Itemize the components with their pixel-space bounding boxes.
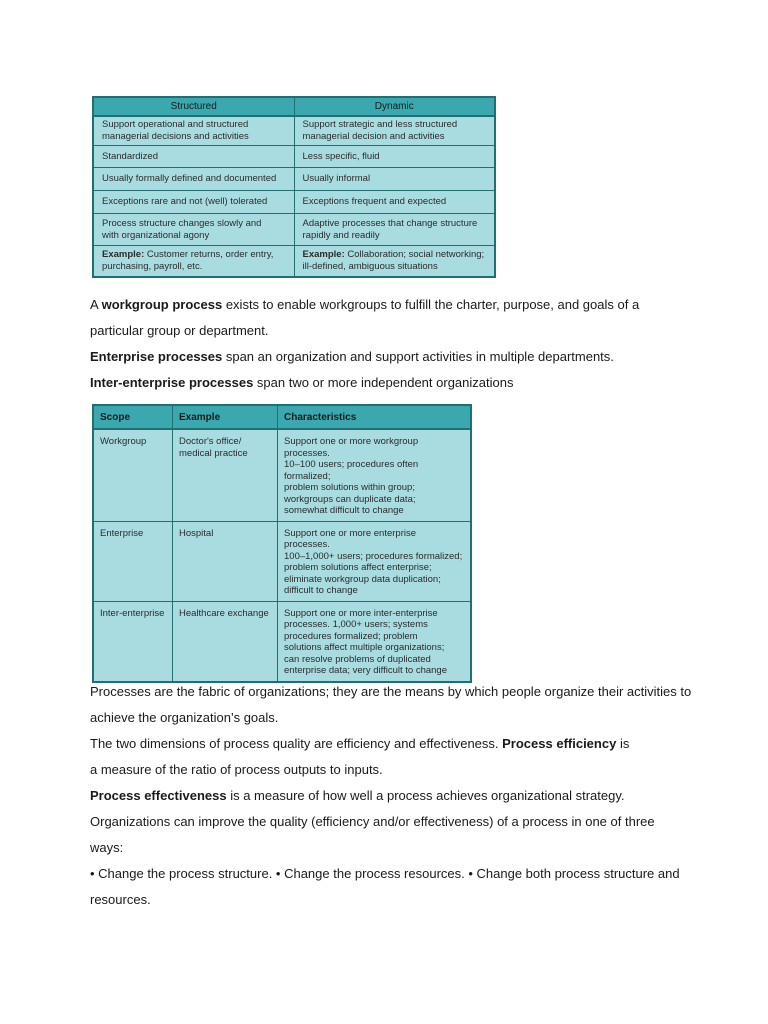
structured-cell: Process structure changes slowly and with organizational agony — [93, 214, 294, 246]
process-scope-table — [92, 404, 472, 683]
scope-cell: Workgroup — [93, 429, 173, 521]
header-characteristics: Characteristics — [278, 405, 472, 429]
process-efficiency-paragraph: The two dimensions of process quality are efficiency and effectiveness. Process efficiency is a measure of the ratio of process outputs to inputs. — [90, 736, 630, 777]
enterprise-processes-paragraph: Enterprise processes span an organization and support activities in multiple departments. — [90, 349, 614, 364]
scope-cell: Enterprise — [93, 521, 173, 601]
dynamic-cell: Support strategic and less structured managerial decision and activities — [294, 116, 495, 146]
improve-quality-paragraph: Organizations can improve the quality (efficiency and/or effectiveness) of a process in one of three ways: — [90, 814, 655, 855]
table-row — [93, 168, 495, 191]
table-row — [93, 429, 471, 521]
table-row — [93, 191, 495, 214]
scope-cell: Inter-enterprise — [93, 601, 173, 682]
structured-example-cell: Example: Customer returns, order entry, purchasing, payroll, etc. — [93, 246, 294, 277]
inter-enterprise-processes-paragraph: Inter-enterprise processes span two or more independent organizations — [90, 375, 514, 390]
dynamic-cell: Adaptive processes that change structure rapidly and readily — [294, 214, 495, 246]
table-header-row — [93, 405, 471, 429]
header-scope: Scope — [93, 405, 173, 429]
example-row — [93, 246, 495, 277]
table-row — [93, 601, 471, 682]
process-effectiveness-paragraph: Process effectiveness is a measure of how well a process achieves organizational strategy. — [90, 788, 625, 803]
table-row — [93, 214, 495, 246]
structured-cell: Standardized — [93, 146, 294, 168]
example-cell: Doctor's office/ medical practice — [173, 429, 278, 521]
header-structured: Structured — [93, 97, 294, 116]
header-dynamic: Dynamic — [294, 97, 495, 116]
header-example: Example — [173, 405, 278, 429]
table-header-row — [93, 97, 495, 116]
dynamic-cell: Less specific, fluid — [294, 146, 495, 168]
change-options-paragraph: • Change the process structure. • Change the process resources. • Change both process structure and resources. — [90, 866, 680, 907]
structured-dynamic-table — [92, 96, 496, 278]
fabric-of-organizations-paragraph: Processes are the fabric of organizations; they are the means by which people organize their activities to achieve the organization’s goals. — [90, 684, 692, 725]
dynamic-cell: Exceptions frequent and expected — [294, 191, 495, 214]
characteristics-cell: Support one or more inter-enterprise processes. 1,000+ users; systems procedures formalized; problem solutions affect multiple organizations; can resolve problems of duplicated enterprise data; very difficult to change — [284, 607, 448, 676]
table-row — [93, 116, 495, 146]
example-cell: Hospital — [173, 521, 278, 601]
table-row — [93, 146, 495, 168]
structured-cell: Support operational and structured managerial decisions and activities — [93, 116, 294, 146]
characteristics-cell: Support one or more workgroup processes. 10–100 users; procedures often formalized; problem solutions within group; workgroups can duplicate data; somewhat difficult to change — [278, 429, 472, 521]
workgroup-process-paragraph: A workgroup process exists to enable workgroups to fulfill the charter, purpose, and goals of a particular group or department. — [90, 297, 640, 338]
structured-cell: Exceptions rare and not (well) tolerated — [93, 191, 294, 214]
structured-cell: Usually formally defined and documented — [93, 168, 294, 191]
characteristics-cell: Support one or more enterprise processes. 100–1,000+ users; procedures formalized; problem solutions affect enterprise; eliminate workgroup data duplication; difficult to change — [278, 521, 472, 601]
dynamic-example-cell: Example: Collaboration; social networking; ill-defined, ambiguous situations — [302, 248, 485, 272]
example-cell: Healthcare exchange — [173, 601, 278, 682]
table-row — [93, 521, 471, 601]
dynamic-cell: Usually informal — [294, 168, 495, 191]
